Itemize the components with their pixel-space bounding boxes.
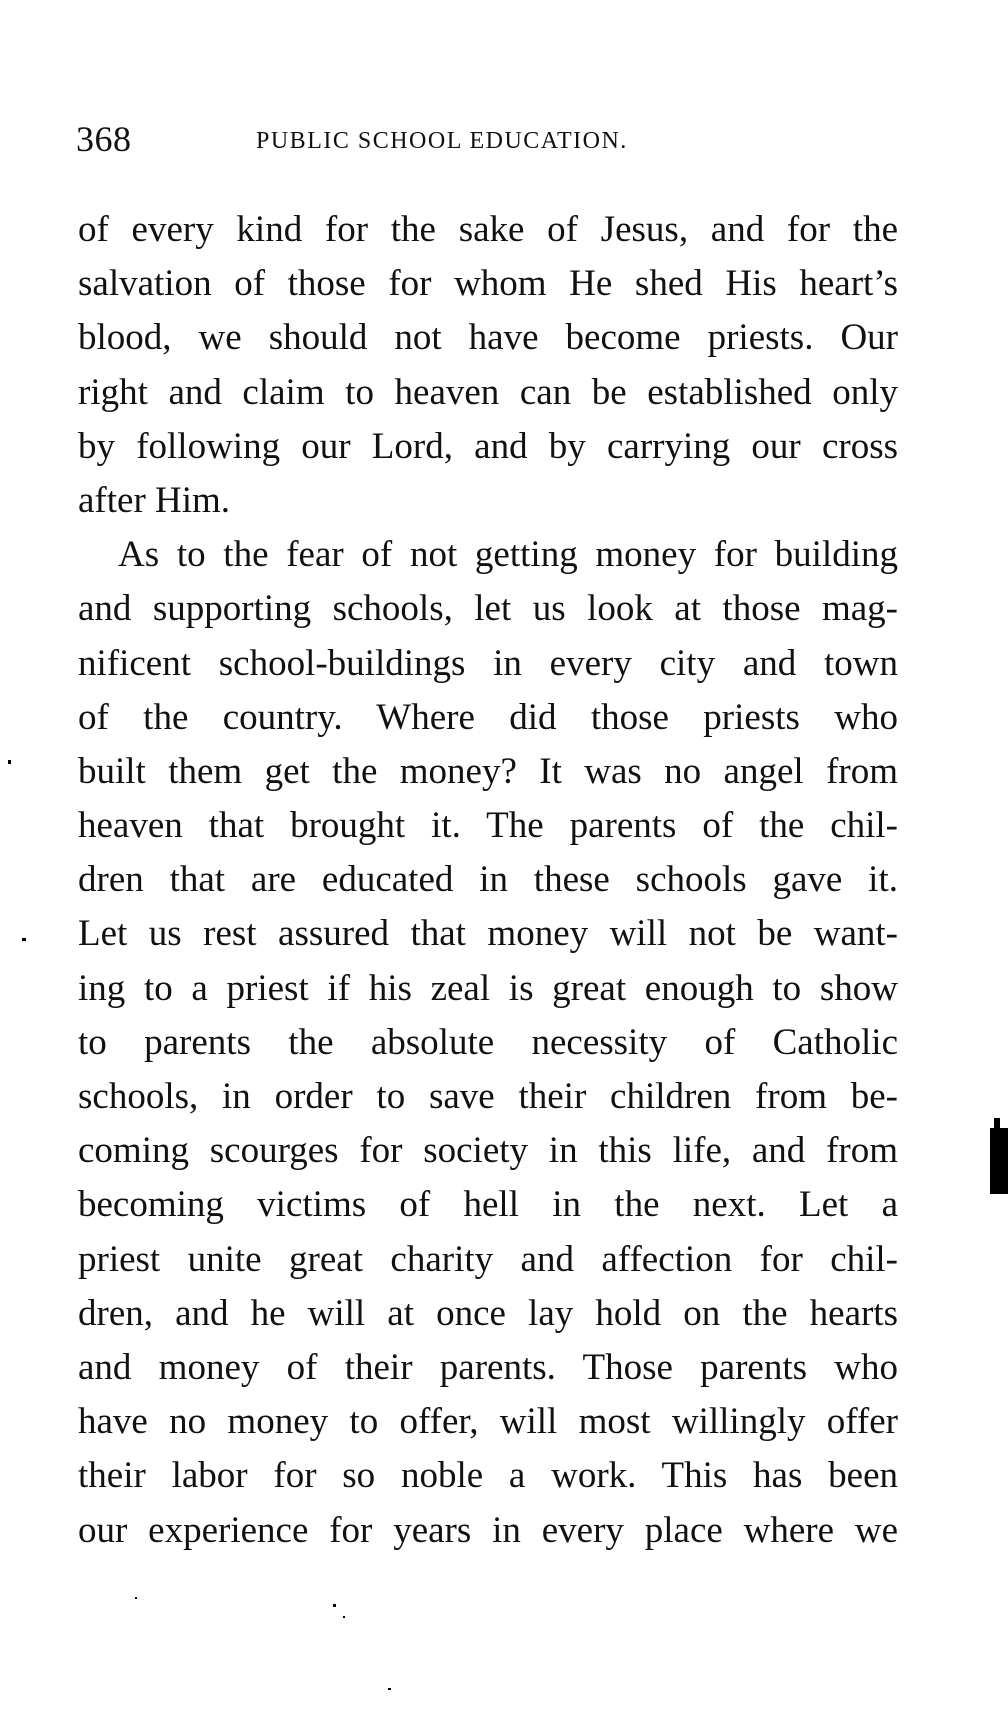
page-speck [333, 1604, 336, 1607]
text-line: dren, and he will at once lay hold on the hearts [78, 1292, 898, 1334]
text-line: to parents the absolute necessity of Catholic [78, 1021, 898, 1063]
margin-speck [8, 760, 11, 764]
text-line: our experience for years in every place where we [78, 1509, 898, 1551]
body-text [78, 203, 898, 1558]
margin-speck [22, 938, 26, 941]
page-speck [343, 1616, 345, 1618]
running-head [76, 118, 906, 162]
text-line: becoming victims of hell in the next. Let a [78, 1184, 898, 1226]
paragraph-1 [78, 203, 898, 528]
text-line: coming scourges for society in this life, and from [78, 1130, 898, 1172]
text-line: of every kind for the sake of Jesus, and for the [78, 209, 898, 250]
running-title: PUBLIC SCHOOL EDUCATION. [256, 128, 628, 154]
page-speck [388, 1688, 391, 1690]
page-number: 368 [76, 119, 132, 159]
text-line: after Him. [78, 479, 231, 521]
text-line: As to the fear of not getting money for building [118, 534, 898, 576]
text-line: priest unite great charity and affection for chil- [78, 1238, 898, 1280]
text-line: Let us rest assured that money will not be want- [78, 913, 898, 955]
text-line: heaven that brought it. The parents of the chil- [78, 805, 898, 847]
page-speck [135, 1597, 137, 1599]
text-line: and supporting schools, let us look at those mag- [78, 588, 898, 630]
margin-ink-bar [990, 1128, 1008, 1194]
text-line: of the country. Where did those priests who [78, 696, 898, 738]
text-line: blood, we should not have become priests. Our [78, 317, 898, 359]
text-line: salvation of those for whom He shed His heart’s [78, 263, 898, 305]
text-line: nificent school-buildings in every city and town [78, 642, 898, 684]
text-line: right and claim to heaven can be established only [78, 371, 898, 413]
paragraph-2 [78, 528, 898, 1558]
text-line: dren that are educated in these schools gave it. [78, 859, 898, 901]
text-line: ing to a priest if his zeal is great enough to show [78, 967, 898, 1009]
text-line: their labor for so noble a work. This has been [78, 1455, 898, 1497]
text-line: built them get the money? It was no angel from [78, 750, 898, 792]
text-line: and money of their parents. Those parents who [78, 1346, 898, 1388]
text-line: schools, in order to save their children from be- [78, 1076, 898, 1117]
text-line: have no money to offer, will most willingly offer [78, 1401, 898, 1443]
text-line: by following our Lord, and by carrying our cross [78, 425, 898, 467]
